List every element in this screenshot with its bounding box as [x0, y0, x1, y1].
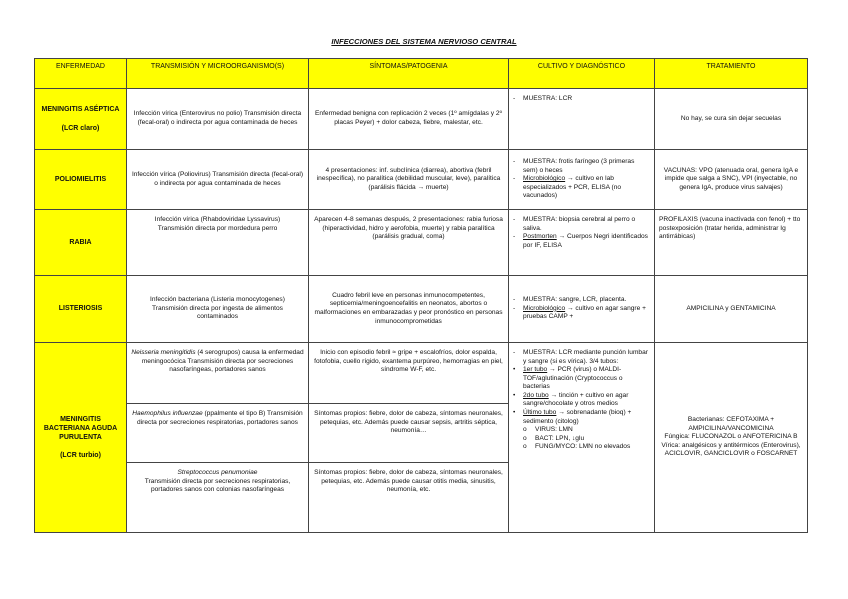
diagnosis-label: Postmorten — [523, 233, 557, 241]
diagnosis-tube — [523, 392, 650, 409]
diagnosis-item: - MUESTRA: biopsia cerebral al perro o saliva. — [523, 216, 650, 233]
diagnosis-label: Microbiológico — [523, 175, 566, 183]
transmission-cell — [127, 343, 309, 404]
disease-cell: POLIOMIELITIS — [35, 150, 127, 210]
diagnosis-label: Microbiológico — [523, 304, 566, 312]
diagnosis-tube — [523, 409, 650, 426]
transmission-cell — [127, 404, 309, 463]
diagnosis-tube — [523, 366, 650, 392]
page-title: INFECCIONES DEL SISTEMA NERVIOSO CENTRAL — [331, 37, 517, 46]
diagnosis-subitem: o FUNG/MYCO: LMN no elevados — [535, 443, 650, 452]
tube-text: → tinción + cultivo en agar sangre/chocolate y otros medios — [523, 391, 629, 408]
table-row — [35, 343, 808, 404]
transmission-text: (ppalmente el tipo B) Transmisión directa por secreciones respiratorias, portadores sanos — [137, 410, 303, 426]
disease-sub: (LCR claro) — [61, 124, 100, 132]
tube-text: → PCR (virus) o MALDI-TOF/aglutinación (Cryptococcus o bacterias — [523, 366, 623, 391]
diagnosis-cell — [509, 150, 655, 210]
diagnosis-cell — [509, 343, 655, 533]
diagnosis-item: - MUESTRA: LCR mediante punción lumbar y sangre (si es vírica). 3/4 tubos: — [523, 349, 650, 366]
transmission-cell: Infección vírica (Poliovirus) Transmisión directa (fecal-oral) o indirecta por agua contaminada de heces — [127, 150, 309, 210]
infections-table — [34, 58, 808, 533]
tube-text: → sobrenadante (bioq) + sedimento (citolog) — [523, 408, 632, 425]
transmission-cell — [127, 276, 309, 343]
diagnosis-item — [523, 175, 650, 201]
diagnosis-text: → Cuerpos Negri identificados por IF, ELISA — [523, 233, 648, 249]
header-transmission: TRANSMISIÓN Y MICROORGANISMO(S) — [127, 59, 309, 89]
organism-name: Streptococcus penumoniae — [177, 469, 258, 476]
diagnosis-text: → cultivo en agar sangre + pruebas CAMP + — [523, 304, 646, 321]
diagnosis-item: - MUESTRA: frotis faríngeo (3 primeras sem) o heces — [523, 158, 650, 175]
symptoms-cell: Síntomas propios: fiebre, dolor de cabeza, síntomas neuronales, petequias, etc. Además puede causar otitis media, sinusitis, neumonía, etc. — [309, 463, 509, 533]
treatment-cell: PROFILAXIS (vacuna inactivada con fenol) + tto postexposición (tratar herida, administrar Ig antirrábicas) — [655, 210, 808, 276]
diagnosis-text: → cultivo en lab especializados + PCR, ELISA (no vacunados) — [523, 175, 622, 200]
transmission-route: Transmisión directa por mordedura perro — [157, 224, 278, 232]
transmission-text: (4 serogrupos) causa la enfermedad meningocócica Transmisión directa por secreciones nasofaríngeas, portadores sanos — [141, 349, 304, 374]
symptoms-cell: Enfermedad benigna con replicación 2 veces (1º amígdalas y 2º placas Peyer) + dolor cabeza, fiebre, malestar, etc. — [309, 89, 509, 150]
transmission-organism: Infección vírica (Rhabdoviridae Lyssavirus) — [154, 216, 281, 223]
transmission-text: Transmisión directa por secreciones respiratorias, portadores sanos con colonias nasofaríngeas — [144, 477, 291, 494]
header-symptoms: SÍNTOMAS/PATOGENIA — [309, 59, 509, 89]
disease-name: MENINGITIS BACTERIANA AGUDA PURULENTA — [43, 415, 118, 441]
diagnosis-cell — [509, 210, 655, 276]
diagnosis-cell — [509, 89, 655, 150]
transmission-cell — [127, 463, 309, 533]
transmission-cell: Infección vírica (Enterovirus no polio) Transmisión directa (fecal-oral) o indirecta por agua contaminada de heces — [127, 89, 309, 150]
symptoms-cell: Inicio con episodio febril ≈ gripe + escalofríos, dolor espalda, fotofobia, cuello rígido, exantema purpúreo, hemorragias en piel, síndrome W-F, etc. — [309, 343, 509, 404]
symptoms-cell: Aparecen 4-8 semanas después, 2 presentaciones: rabia furiosa (hiperactividad, hidro y aerofobia, muerte) y rabia paralítica (parálisis gradual, coma) — [309, 210, 509, 276]
diagnosis-item: - MUESTRA: sangre, LCR, placenta. — [523, 296, 650, 305]
header-disease: ENFERMEDAD — [35, 59, 127, 89]
treatment-item: Vírica: analgésicos y antitérmicos (Enterovirus), ACICLOVIR, GANCICLOVIR o FOSCARNET — [661, 441, 801, 458]
diagnosis-item — [523, 305, 650, 322]
header-row — [35, 59, 808, 89]
transmission-organism: Infección bacteriana (Listeria monocytogenes) — [150, 296, 285, 304]
diagnosis-subitem: o VIRUS: LMN — [535, 426, 650, 435]
diagnosis-item: - MUESTRA: LCR — [523, 95, 650, 104]
transmission-route: Transmisión directa por ingesta de alimentos contaminados — [152, 304, 283, 321]
header-diagnosis: CULTIVO Y DIAGNÓSTICO — [509, 59, 655, 89]
disease-cell: LISTERIOSIS — [35, 276, 127, 343]
table-row — [35, 150, 808, 210]
transmission-cell — [127, 210, 309, 276]
organism-name: Neisseria meningitidis — [131, 349, 196, 356]
diagnosis-cell — [509, 276, 655, 343]
tube-label: 2do tubo — [523, 391, 549, 399]
symptoms-cell: Síntomas propios: fiebre, dolor de cabeza, síntomas neuronales, petequias, etc. Además puede causar sepsis, artritis séptica, neumonía… — [309, 404, 509, 463]
table-row — [35, 276, 808, 343]
treatment-cell: AMPICILINA y GENTAMICINA — [655, 276, 808, 343]
symptoms-cell: Cuadro febril leve en personas inmunocompetentes, septicemia/meningoencefalitis en neonatos, abortos o malformaciones en embarazadas y peor pronóstico en personas inmunocomprometidas — [309, 276, 509, 343]
disease-sub: (LCR turbio) — [60, 452, 101, 460]
treatment-cell — [655, 343, 808, 533]
treatment-item: Fúngica: FLUCONAZOL o ANFOTERICINA B — [664, 433, 798, 441]
disease-cell: RABIA — [35, 210, 127, 276]
treatment-item: Bacterianas: CEFOTAXIMA + AMPICILINA/VANCOMICINA — [687, 416, 775, 432]
table-row — [35, 89, 808, 150]
header-treatment: TRATAMIENTO — [655, 59, 808, 89]
treatment-cell: No hay, se cura sin dejar secuelas — [655, 89, 808, 150]
disease-cell — [35, 343, 127, 533]
disease-cell — [35, 89, 127, 150]
disease-name: MENINGITIS ASÉPTICA — [41, 106, 120, 114]
treatment-cell: VACUNAS: VPO (atenuada oral, genera IgA e impide que salga a SNC), VPI (inyectable, no genera IgA, produce virus salvajes) — [655, 150, 808, 210]
symptoms-cell: 4 presentaciones: inf. subclínica (diarrea), abortiva (febril inespecífica), no paralítica (debilidad muscular, leve), paralítica (parálisis flácida → muerte) — [309, 150, 509, 210]
table-row — [35, 210, 808, 276]
tube-label: 1er tubo — [523, 366, 548, 374]
diagnosis-subitem: o BACT: LPN, ↓glu — [535, 435, 650, 444]
tube-label: Último tubo — [523, 408, 557, 416]
diagnosis-item — [523, 233, 650, 250]
organism-name: Haemophilus influenzae — [132, 410, 203, 417]
